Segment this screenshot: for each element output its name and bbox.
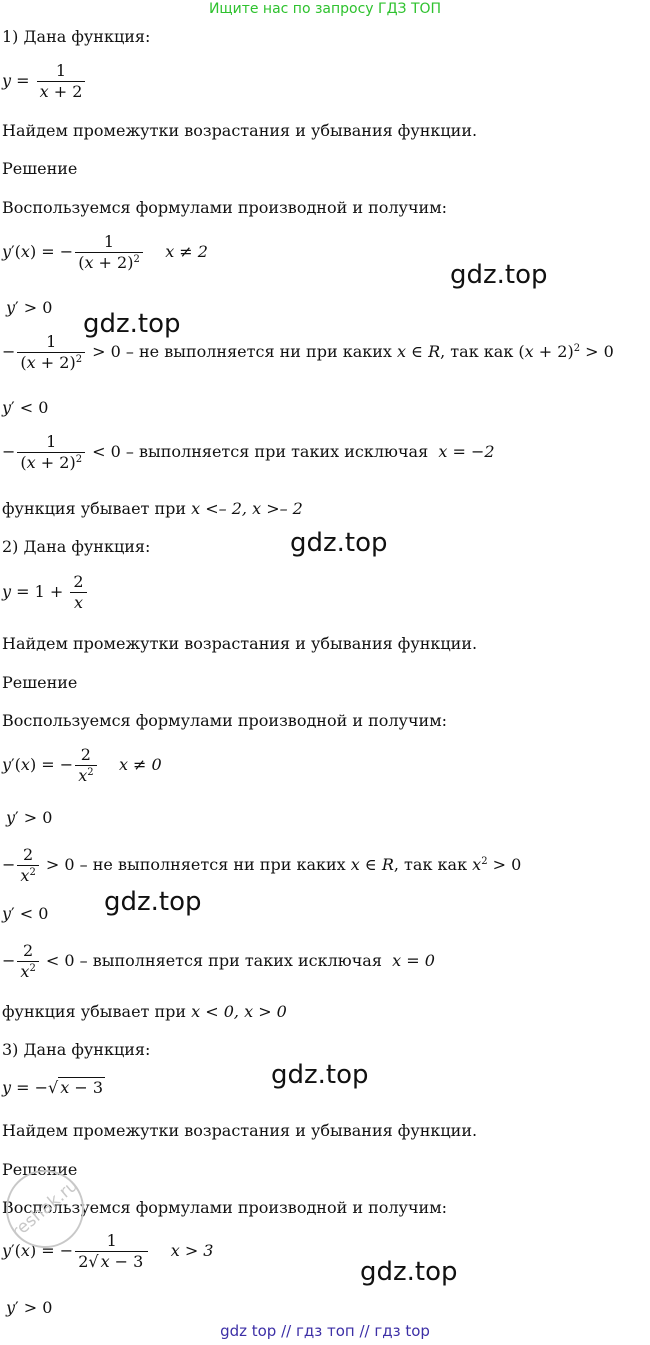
p3-derivative: y′(x) = − $\frac{1}{2√ x - 3}$ x > 3 bbox=[2, 1231, 214, 1271]
p2-yprime-neg: y′ < 0 bbox=[2, 904, 49, 923]
watermark: gdz.top bbox=[104, 887, 202, 917]
p1-yprime-neg: y′ < 0 bbox=[2, 398, 49, 417]
p1-ineq-neg: − $\frac{1}{(x + 2)^2}$ < 0 – выполняется при таких исключая x = −2 bbox=[2, 432, 495, 472]
p3-task: Найдем промежутки возрастания и убывания функции. bbox=[2, 1121, 478, 1140]
p1-ineq-pos: − $\frac{1}{(x + 2)^2}$ > 0 – не выполняется ни при каких x ∈ R, так как $(x + 2)^2 > 0$ bbox=[2, 332, 614, 372]
watermark: gdz.top bbox=[450, 260, 548, 290]
reshak-stamp: reshak.ru bbox=[0, 1154, 100, 1264]
p3-heading: 3) Дана функция: bbox=[2, 1040, 151, 1059]
top-banner: Ищите нас по запросу ГДЗ ТОП bbox=[208, 1, 442, 17]
p2-task: Найдем промежутки возрастания и убывания функции. bbox=[2, 634, 478, 653]
p2-derivative: y′(x) = − $\frac{2}{x^2}$ x ≠ 0 bbox=[2, 745, 162, 785]
p1-method: Воспользуемся формулами производной и получим: bbox=[2, 198, 448, 217]
p1-solution: Решение bbox=[2, 159, 78, 178]
p2-ineq-pos: − $\frac{2}{x^2}$ > 0 – не выполняется ни при каких x ∈ R, так как $x^2 > 0$ bbox=[2, 845, 522, 885]
footer: gdz top // гдз топ // гдз top bbox=[220, 1322, 430, 1340]
p2-yprime-pos: y′ > 0 bbox=[6, 808, 53, 827]
p1-heading: 1) Дана функция: bbox=[2, 27, 151, 46]
p3-yprime-pos: y′ > 0 bbox=[6, 1298, 53, 1317]
p3-solution: Решение bbox=[2, 1160, 78, 1179]
p1-yprime-pos: y′ > 0 bbox=[6, 298, 53, 317]
p2-function: y = 1 + $\frac{2}{x}$ bbox=[2, 573, 89, 612]
p2-heading: 2) Дана функция: bbox=[2, 537, 151, 556]
watermark: gdz.top bbox=[360, 1257, 458, 1287]
p2-decreasing: функция убывает при x < 0, x > 0 bbox=[2, 1002, 287, 1021]
watermark: gdz.top bbox=[271, 1060, 369, 1090]
p2-ineq-neg: − $\frac{2}{x^2}$ < 0 – выполняется при таких исключая x = 0 bbox=[2, 941, 435, 981]
watermark: gdz.top bbox=[290, 528, 388, 558]
p3-method: Воспользуемся формулами производной и получим: bbox=[2, 1198, 448, 1217]
watermark: gdz.top bbox=[83, 309, 181, 339]
p1-decreasing: функция убывает при x <– 2, x >– 2 bbox=[2, 499, 303, 518]
p2-solution: Решение bbox=[2, 673, 78, 692]
p1-derivative: y′(x) = − $\frac{1}{(x + 2)^2}$ x ≠ 2 bbox=[2, 232, 208, 272]
p1-function: y = $\frac{1}{x + 2}$ bbox=[2, 62, 87, 101]
p3-function: y = −√ x − 3 bbox=[2, 1078, 104, 1097]
p2-method: Воспользуемся формулами производной и получим: bbox=[2, 711, 448, 730]
p1-task: Найдем промежутки возрастания и убывания функции. bbox=[2, 121, 478, 140]
